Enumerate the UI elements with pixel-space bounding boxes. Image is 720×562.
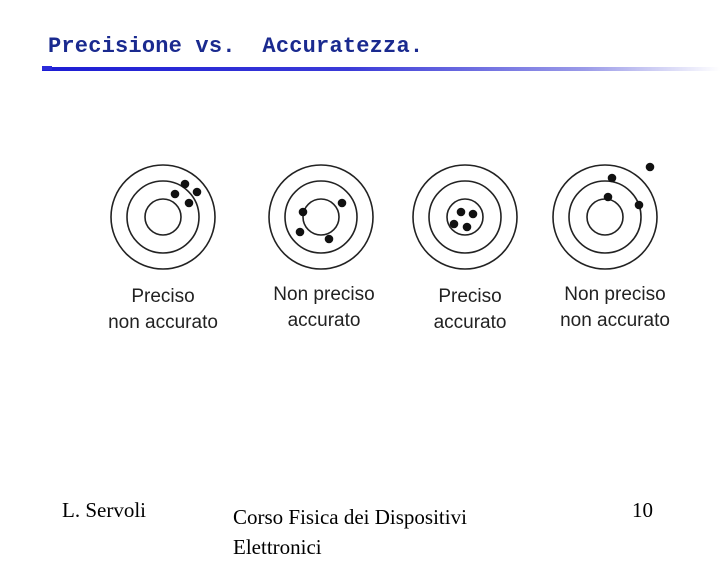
hit-point bbox=[296, 228, 305, 237]
hit-point bbox=[469, 210, 478, 219]
hit-point bbox=[171, 190, 180, 199]
target-not-precise-not-accurate bbox=[553, 163, 657, 269]
hit-point bbox=[325, 235, 334, 244]
hit-point bbox=[299, 208, 308, 217]
target-precise-not-accurate bbox=[111, 165, 215, 269]
caption-panel-3 bbox=[390, 284, 550, 336]
footer-course: Corso Fisica dei Dispositivi Elettronici bbox=[233, 505, 467, 559]
hit-point bbox=[185, 199, 194, 208]
target-not-precise-accurate bbox=[269, 165, 373, 269]
hit-point bbox=[635, 201, 644, 210]
hit-point bbox=[463, 223, 472, 232]
target-precise-accurate bbox=[413, 165, 517, 269]
hit-point bbox=[457, 208, 466, 217]
hit-point bbox=[193, 188, 202, 197]
caption-panel-2 bbox=[244, 282, 404, 334]
caption-line: non accurato bbox=[560, 310, 670, 331]
caption-line: Non preciso bbox=[564, 284, 666, 305]
caption-line: Preciso bbox=[438, 286, 502, 307]
caption-line: Non preciso bbox=[273, 284, 375, 305]
hit-point bbox=[338, 199, 347, 208]
caption-line: non accurato bbox=[108, 312, 218, 333]
caption-line: accurato bbox=[433, 312, 507, 333]
footer-author: L. Servoli bbox=[62, 498, 146, 522]
caption-panel-4 bbox=[535, 282, 695, 334]
hit-point bbox=[450, 220, 459, 229]
hit-point bbox=[608, 174, 617, 183]
target-diagrams bbox=[95, 155, 695, 285]
title-rule bbox=[42, 64, 720, 71]
hit-point bbox=[181, 180, 190, 189]
caption-line: accurato bbox=[287, 310, 361, 331]
footer-page-number: 10 bbox=[632, 498, 653, 522]
caption-panel-1 bbox=[83, 284, 243, 336]
hit-point bbox=[646, 163, 655, 172]
caption-line: Preciso bbox=[131, 286, 195, 307]
slide-title: Precisione vs. Accuratezza. bbox=[48, 34, 424, 59]
hit-point bbox=[604, 193, 613, 202]
